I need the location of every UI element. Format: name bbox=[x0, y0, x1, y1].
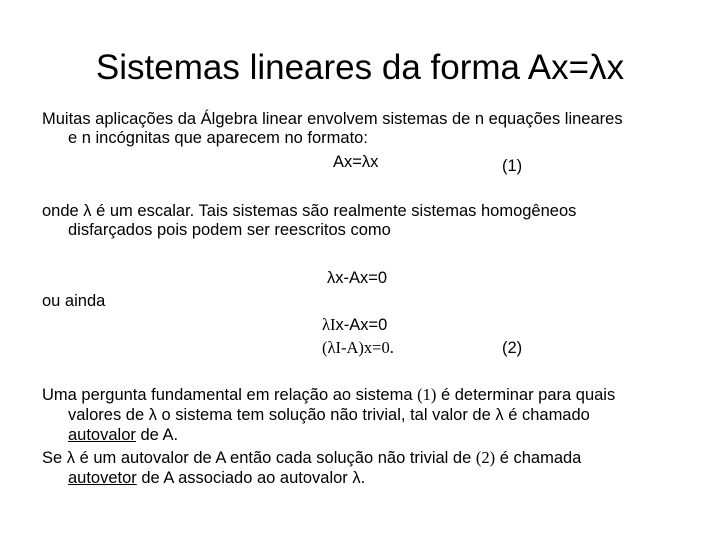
equation-b-rest: x-Ax=0 bbox=[335, 316, 388, 334]
equation-2-number: (2) bbox=[502, 339, 523, 357]
paragraph-3-line-1 bbox=[42, 385, 615, 405]
paragraph-2-line-2: disfarçados pois podem ser reescritos como bbox=[68, 221, 391, 239]
paragraph-3-line-3-rest: de A. bbox=[135, 426, 179, 444]
paragraph-3-line-1-a: Uma pergunta fundamental em relação ao sistema bbox=[42, 386, 418, 404]
reference-2: (2) bbox=[475, 448, 496, 467]
paragraph-1-line-1: Muitas aplicações da Álgebra linear envolvem sistemas de n equações lineares bbox=[42, 110, 623, 128]
or-text: ou ainda bbox=[42, 292, 106, 310]
reference-1: (1) bbox=[417, 385, 437, 404]
equation-b-lambda: λ bbox=[322, 315, 331, 334]
slide-title: Sistemas lineares da forma Ax=λx bbox=[95, 48, 625, 87]
paragraph-1-line-2: e n incógnitas que aparecem no formato: bbox=[68, 129, 368, 147]
paragraph-2-line-1: onde λ é um escalar. Tais sistemas são realmente sistemas homogêneos bbox=[42, 202, 577, 220]
paragraph-4-line-1-a: Se λ é um autovalor de A então cada solução não trivial de bbox=[42, 449, 476, 467]
equation-1-number: (1) bbox=[502, 157, 523, 175]
equation-b bbox=[322, 315, 387, 335]
paragraph-4-line-1-b: é chamada bbox=[495, 449, 582, 467]
paragraph-3-line-1-b: é determinar para quais bbox=[436, 386, 616, 404]
equation-b-identity: I bbox=[330, 315, 336, 334]
equation-1: Ax=λx bbox=[333, 153, 379, 171]
paragraph-3-line-2: valores de λ o sistema tem solução não trivial, tal valor de λ é chamado bbox=[68, 406, 590, 424]
equation-a: λx-Ax=0 bbox=[327, 269, 388, 287]
paragraph-4-line-2-rest: de A associado ao autovalor λ. bbox=[136, 469, 366, 487]
paragraph-4-line-2 bbox=[68, 468, 365, 488]
term-autovetor: autovetor bbox=[68, 469, 137, 487]
term-autovalor: autovalor bbox=[68, 426, 136, 444]
paragraph-3-line-3 bbox=[68, 425, 178, 445]
equation-c: (λI-A)x=0. bbox=[322, 338, 394, 357]
paragraph-4-line-1 bbox=[42, 448, 581, 468]
